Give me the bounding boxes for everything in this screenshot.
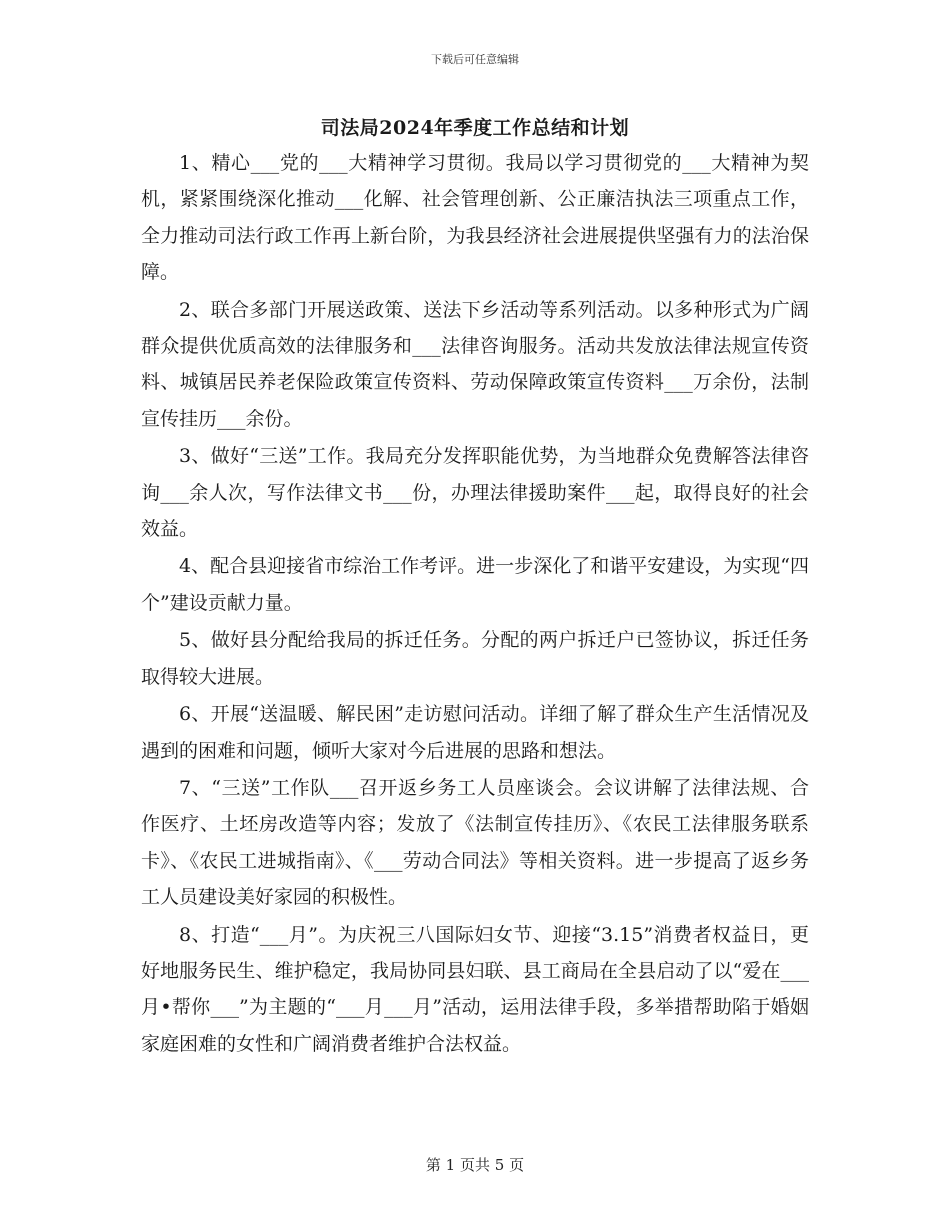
- paragraph-7: 7、“三送”工作队___召开返乡务工人员座谈会。会议讲解了法律法规、合作医疗、土坯房改造等内容；发放了《法制宣传挂历》、《农民工法律服务联系卡》、《农民工进城指南》、《___劳动合同法》等相关资料。进一步提高了返乡务工人员建设美好家园的积极性。: [141, 776, 809, 909]
- paragraph-2: 2、联合多部门开展送政策、送法下乡活动等系列活动。以多种形式为广阔群众提供优质高效的法律服务和___法律咨询服务。活动共发放法律法规宣传资料、城镇居民养老保险政策宣传资料、劳动保障政策宣传资料___万余份，法制宣传挂历___余份。: [141, 298, 809, 430]
- paragraph-8: 8、打造“___月”。为庆祝三八国际妇女节、迎接“3.15”消费者权益日，更好地服务民生、维护稳定，我局协同县妇联、县工商局在全县启动了以“爱在___月•帮你___”为主题的“___月___月”活动，运用法律手段，多举措帮助陷于婚姻家庭困难的女性和广阔消费者维护合法权益。: [141, 923, 809, 1055]
- paragraph-6: 6、开展“送温暖、解民困”走访慰问活动。详细了解了群众生产生活情况及遇到的困难和问题，倾听大家对今后进展的思路和想法。: [141, 703, 809, 762]
- document-body: [141, 145, 809, 1063]
- paragraph-5: 5、做好县分配给我局的拆迁任务。分配的两户拆迁户已签协议，拆迁任务取得较大进展。: [141, 629, 809, 688]
- page-number: 第 1 页共 5 页: [425, 1156, 525, 1174]
- paragraph-3: 3、做好“三送”工作。我局充分发挥职能优势，为当地群众免费解答法律咨询___余人次，写作法律文书___份，办理法律援助案件___起，取得良好的社会效益。: [141, 445, 809, 541]
- paragraph-4: 4、配合县迎接省市综治工作考评。进一步深化了和谐平安建设，为实现“四个”建设贡献力量。: [141, 555, 809, 614]
- download-note: 下载后可任意编辑: [431, 53, 519, 66]
- document-title: 司法局2024年季度工作总结和计划: [320, 117, 630, 139]
- paragraph-1: 1、精心___党的___大精神学习贯彻。我局以学习贯彻党的___大精神为契机，紧紧围绕深化推动___化解、社会管理创新、公正廉洁执法三项重点工作，全力推动司法行政工作再上新台阶，为我县经济社会进展提供坚强有力的法治保障。: [141, 152, 809, 284]
